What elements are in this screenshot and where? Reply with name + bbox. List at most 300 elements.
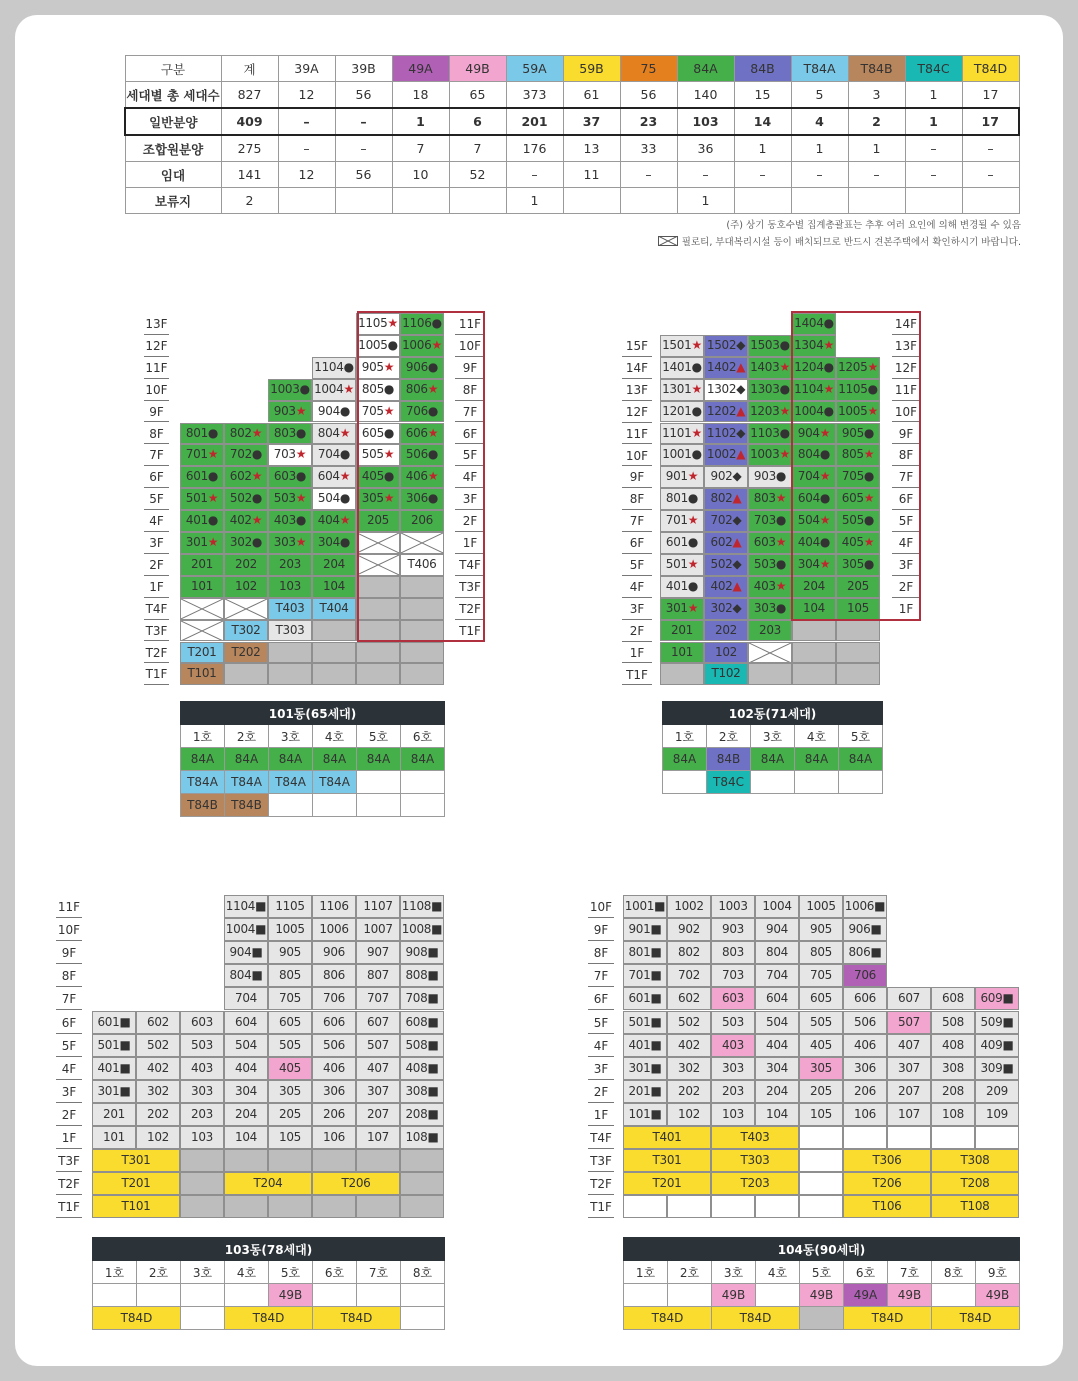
unit-cell: 501★ (180, 488, 224, 510)
unit-type-legend (623, 1237, 1020, 1330)
unit-cell: 307 (887, 1057, 931, 1080)
empty-cell (623, 1195, 667, 1218)
summary-cell: 275 (221, 135, 278, 162)
summary-cell: 176 (506, 135, 563, 162)
unit-cell: 208 (931, 1080, 975, 1103)
unit-cell: 1005★ (836, 401, 880, 423)
unit-cell: 108 (931, 1103, 975, 1126)
legend-row (93, 1307, 445, 1330)
unit-cell: 401■ (623, 1034, 667, 1057)
legend-empty-cell (401, 1284, 445, 1307)
legend-col-header: 4호 (795, 725, 839, 748)
legend-header-row (663, 725, 883, 748)
unit-cell: 1205★ (836, 357, 880, 379)
unit-cell: 204 (792, 576, 836, 598)
summary-header-cell: 59B (563, 56, 620, 82)
floor-label: T3F (144, 620, 169, 642)
unit-cell: 102 (667, 1103, 711, 1126)
unit-cell: 402 (136, 1057, 180, 1080)
unit-cell: 305● (836, 554, 880, 576)
unit-cell: T301 (92, 1149, 180, 1172)
summary-cell: 10 (392, 162, 449, 188)
floor-label: 5F (892, 510, 920, 532)
unit-cell: 802★ (224, 423, 268, 445)
empty-cell (975, 1126, 1019, 1149)
unit-cell: 1004● (792, 401, 836, 423)
unit-cell: 303● (748, 598, 792, 620)
legend-empty-cell (668, 1284, 712, 1307)
summary-row-label: 임대 (125, 162, 221, 188)
legend-empty-cell (357, 1284, 401, 1307)
summary-header-cell: T84C (905, 56, 962, 82)
unit-cell: 806■ (843, 941, 887, 964)
floor-label: 11F (622, 423, 652, 445)
unit-cell: 1105 (268, 895, 312, 918)
unit-cell: 202 (704, 620, 748, 642)
unit-cell: 302 (667, 1057, 711, 1080)
floor-label: 7F (622, 510, 652, 532)
legend-col-header: 5호 (800, 1261, 844, 1284)
unit-cell: 1006★ (400, 335, 444, 357)
empty-cell (792, 642, 836, 664)
floor-label: 1F (622, 642, 652, 664)
summary-cell: 1 (905, 108, 962, 135)
unit-cell: 103 (711, 1103, 755, 1126)
unit-cell: 801■ (623, 941, 667, 964)
unit-cell: T201 (623, 1172, 711, 1195)
unit-cell: 807 (356, 964, 400, 987)
empty-cell (887, 1126, 931, 1149)
unit-cell: 508 (931, 1011, 975, 1034)
unit-cell: 505★ (356, 444, 400, 466)
unit-cell: 404 (224, 1057, 268, 1080)
unit-cell: 202 (136, 1103, 180, 1126)
summary-cell: 7 (449, 135, 506, 162)
floor-label: 2F (56, 1103, 82, 1126)
legend-type-cell: T84B (225, 794, 269, 817)
legend-col-header: 5호 (269, 1261, 313, 1284)
unit-cell: 703★ (268, 444, 312, 466)
unit-cell: 705● (836, 466, 880, 488)
summary-row (125, 135, 1019, 162)
unit-cell: 403● (268, 510, 312, 532)
empty-cell (400, 663, 444, 685)
unit-cell: 603★ (748, 532, 792, 554)
floor-label: 14F (622, 357, 652, 379)
unit-cell: 601● (180, 466, 224, 488)
legend-col-header: 2호 (668, 1261, 712, 1284)
unit-cell: 1402▲ (704, 357, 748, 379)
unit-cell: 903★ (268, 401, 312, 423)
unit-cell: 406★ (400, 466, 444, 488)
unit-cell: T101 (92, 1195, 180, 1218)
summary-row (125, 108, 1019, 135)
unit-cell: 301■ (92, 1080, 136, 1103)
unit-cell: 407 (887, 1034, 931, 1057)
unit-cell: 1404● (792, 313, 836, 335)
unit-cell: T303 (711, 1149, 799, 1172)
unit-cell: 503● (748, 554, 792, 576)
legend-type-cell: 49B (712, 1284, 756, 1307)
unit-cell: 106 (843, 1103, 887, 1126)
unit-cell: 1104● (312, 357, 356, 379)
floor-label: 6F (892, 488, 920, 510)
unit-cell: 602★ (224, 466, 268, 488)
summary-cell: 1 (392, 108, 449, 135)
unit-cell: 606★ (400, 423, 444, 445)
floor-label: 5F (455, 444, 485, 466)
summary-cell: 4 (791, 108, 848, 135)
unit-cell: 303 (711, 1057, 755, 1080)
unit-cell: 1005 (799, 895, 843, 918)
legend-type-cell: T84A (181, 771, 225, 794)
summary-cell: 141 (221, 162, 278, 188)
summary-header-cell: 49B (449, 56, 506, 82)
empty-cell (312, 1149, 356, 1172)
legend-col-header: 3호 (712, 1261, 756, 1284)
legend-row (624, 1307, 1020, 1330)
summary-cell: 36 (677, 135, 734, 162)
unit-cell: 108■ (400, 1126, 444, 1149)
legend-col-header: 6호 (844, 1261, 888, 1284)
unit-cell: 107 (887, 1103, 931, 1126)
unit-cell: 1105★ (356, 313, 400, 335)
unit-cell: 101 (660, 642, 704, 664)
floor-label: 10F (622, 445, 652, 467)
unit-cell: T406 (400, 554, 444, 576)
pilotis-cross-icon (356, 554, 400, 576)
floor-label: T1F (144, 663, 169, 685)
floor-label: 3F (56, 1080, 82, 1103)
legend-type-cell: T84D (932, 1307, 1020, 1330)
floor-label: 4F (455, 466, 485, 488)
unit-cell: T208 (931, 1172, 1019, 1195)
unit-cell: 902 (667, 918, 711, 941)
legend-type-cell: T84D (712, 1307, 800, 1330)
summary-header-cell: 75 (620, 56, 677, 82)
empty-cell (268, 663, 312, 685)
unit-type-legend (180, 701, 445, 817)
unit-cell: 408 (931, 1034, 975, 1057)
unit-cell: 403 (711, 1034, 755, 1057)
summary-cell: 1 (905, 82, 962, 109)
unit-cell: 507 (356, 1034, 400, 1057)
unit-cell: 1203★ (748, 401, 792, 423)
unit-cell: 606 (312, 1011, 356, 1034)
floor-label: 5F (56, 1034, 82, 1057)
floor-label: T1F (455, 620, 485, 642)
summary-cell: 1 (791, 135, 848, 162)
summary-cell: 56 (620, 82, 677, 109)
unit-cell: 205 (268, 1103, 312, 1126)
legend-empty-cell (137, 1284, 181, 1307)
legend-type-cell: T84D (624, 1307, 712, 1330)
legend-type-cell: 49A (844, 1284, 888, 1307)
floor-label: 13F (892, 335, 920, 357)
unit-cell: 207 (356, 1103, 400, 1126)
summary-cell: – (278, 135, 335, 162)
legend-title: 104동(90세대) (624, 1238, 1020, 1261)
empty-cell (356, 663, 400, 685)
floor-label: T1F (622, 664, 652, 686)
legend-col-header: 5호 (839, 725, 883, 748)
summary-cell: 61 (563, 82, 620, 109)
summary-cell: 12 (278, 162, 335, 188)
unit-cell: 109 (975, 1103, 1019, 1126)
unit-cell: 403★ (748, 576, 792, 598)
floor-label: 4F (144, 510, 169, 532)
unit-cell: 404★ (312, 510, 356, 532)
unit-cell: 704 (224, 987, 268, 1010)
unit-cell: 1304★ (792, 335, 836, 357)
legend-type-cell: 84A (269, 748, 313, 771)
floor-label: 4F (588, 1034, 614, 1057)
unit-cell: 705 (799, 964, 843, 987)
unit-cell: T106 (843, 1195, 931, 1218)
empty-cell (836, 663, 880, 685)
legend-col-header: 3호 (181, 1261, 225, 1284)
legend-empty-cell (357, 794, 401, 817)
unit-cell: 405 (268, 1057, 312, 1080)
unit-cell: 104 (224, 1126, 268, 1149)
unit-cell: T306 (843, 1149, 931, 1172)
summary-cell: 52 (449, 162, 506, 188)
unit-cell: 404 (755, 1034, 799, 1057)
summary-cell (563, 188, 620, 214)
unit-cell: 1006 (312, 918, 356, 941)
unit-cell: 102 (136, 1126, 180, 1149)
empty-cell (268, 1149, 312, 1172)
unit-cell: 908■ (400, 941, 444, 964)
legend-type-cell: 84A (795, 748, 839, 771)
legend-col-header: 8호 (932, 1261, 976, 1284)
unit-cell: 504 (224, 1034, 268, 1057)
legend-col-header: 1호 (93, 1261, 137, 1284)
legend-type-cell: 84A (751, 748, 795, 771)
legend-col-header: 4호 (313, 725, 357, 748)
floor-label: T2F (56, 1172, 82, 1195)
floor-label: 11F (56, 895, 82, 918)
unit-cell: 301■ (623, 1057, 667, 1080)
unit-cell: 808■ (400, 964, 444, 987)
summary-cell: 17 (962, 82, 1019, 109)
unit-cell: 702● (224, 444, 268, 466)
summary-cell: 827 (221, 82, 278, 109)
legend-empty-cell (401, 794, 445, 817)
summary-cell: – (962, 135, 1019, 162)
unit-cell: 505 (799, 1011, 843, 1034)
summary-cell: 409 (221, 108, 278, 135)
unit-cell: 1502◆ (704, 335, 748, 357)
floor-label: 12F (144, 335, 169, 357)
summary-cell (962, 188, 1019, 214)
unit-cell: 904■ (224, 941, 268, 964)
unit-cell: 304★ (792, 554, 836, 576)
unit-cell: 1501★ (660, 335, 704, 357)
empty-cell (799, 1149, 843, 1172)
summary-cell: 18 (392, 82, 449, 109)
summary-cell: 11 (563, 162, 620, 188)
unit-cell: 302● (224, 532, 268, 554)
empty-cell (400, 1149, 444, 1172)
legend-type-cell: T84D (313, 1307, 401, 1330)
legend-type-cell: 49B (800, 1284, 844, 1307)
empty-cell (356, 642, 400, 664)
summary-cell (449, 188, 506, 214)
unit-cell: 104 (755, 1103, 799, 1126)
unit-cell: 1302◆ (704, 379, 748, 401)
empty-cell (268, 642, 312, 664)
unit-cell: 406 (312, 1057, 356, 1080)
unit-cell: 806 (312, 964, 356, 987)
unit-cell: 603 (711, 987, 755, 1010)
summary-cell: – (848, 162, 905, 188)
summary-cell: 7 (392, 135, 449, 162)
unit-cell: 401● (660, 576, 704, 598)
legend-empty-cell (751, 771, 795, 794)
unit-cell: T204 (224, 1172, 312, 1195)
unit-cell: 304 (755, 1057, 799, 1080)
empty-cell (799, 1126, 843, 1149)
unit-cell: 605 (268, 1011, 312, 1034)
unit-cell: 1008■ (400, 918, 444, 941)
unit-cell: 504★ (792, 510, 836, 532)
summary-header-cell: 39A (278, 56, 335, 82)
floor-label: 1F (455, 532, 485, 554)
empty-cell (836, 620, 880, 642)
floor-label: T2F (144, 642, 169, 664)
summary-header-cell: 49A (392, 56, 449, 82)
unit-cell: 303 (180, 1080, 224, 1103)
floor-label: 8F (455, 379, 485, 401)
unit-cell: 703 (711, 964, 755, 987)
floor-label: T1F (588, 1195, 614, 1218)
legend-type-cell: 84A (839, 748, 883, 771)
unit-cell: 104 (312, 576, 356, 598)
floor-label: 8F (144, 423, 169, 445)
summary-header-cell: T84D (962, 56, 1019, 82)
unit-cell: 206 (400, 510, 444, 532)
unit-cell: 805● (356, 379, 400, 401)
empty-cell (312, 663, 356, 685)
unit-cell: 903● (748, 466, 792, 488)
unit-type-legend (662, 701, 883, 794)
legend-header-row (624, 1261, 1020, 1284)
unit-cell: 1005● (356, 335, 400, 357)
unit-cell: 103 (180, 1126, 224, 1149)
unit-cell: 804■ (224, 964, 268, 987)
floor-label: 4F (56, 1057, 82, 1080)
unit-cell: 805★ (836, 444, 880, 466)
floor-label: 4F (892, 532, 920, 554)
legend-title-row (93, 1238, 445, 1261)
unit-cell: 202 (667, 1080, 711, 1103)
summary-cell: 2 (848, 108, 905, 135)
unit-cell: 806★ (400, 379, 444, 401)
empty-cell (836, 642, 880, 664)
unit-cell: 401● (180, 510, 224, 532)
unit-cell: 101 (92, 1126, 136, 1149)
unit-cell: 106 (312, 1126, 356, 1149)
legend-title: 102동(71세대) (663, 702, 883, 725)
legend-title-row (181, 702, 445, 725)
floor-label: 5F (622, 554, 652, 576)
legend-empty-cell (624, 1284, 668, 1307)
summary-cell: 3 (848, 82, 905, 109)
floor-label: 2F (144, 554, 169, 576)
floor-label: 9F (144, 401, 169, 423)
legend-col-header: 1호 (663, 725, 707, 748)
empty-cell (400, 1172, 444, 1195)
floor-label: T4F (144, 598, 169, 620)
unit-cell: 303★ (268, 532, 312, 554)
summary-cell: 37 (563, 108, 620, 135)
summary-cell: – (335, 108, 392, 135)
unit-cell: T401 (623, 1126, 711, 1149)
floor-label: 3F (588, 1057, 614, 1080)
unit-cell: 805 (268, 964, 312, 987)
legend-type-cell: 84A (663, 748, 707, 771)
floor-label: 3F (455, 488, 485, 510)
unit-cell: 904● (312, 401, 356, 423)
floor-label: 10F (588, 895, 614, 918)
unit-cell: T202 (224, 642, 268, 664)
unit-cell: 203 (180, 1103, 224, 1126)
unit-cell: 905 (268, 941, 312, 964)
unit-cell: 601● (660, 532, 704, 554)
floor-label: 6F (144, 466, 169, 488)
unit-cell: 604★ (312, 466, 356, 488)
unit-cell: 701■ (623, 964, 667, 987)
legend-type-cell: 84A (401, 748, 445, 771)
legend-type-cell: 49B (269, 1284, 313, 1307)
unit-cell: 801● (660, 488, 704, 510)
floor-label: T3F (455, 576, 485, 598)
unit-cell: 804★ (312, 423, 356, 445)
floor-label: 12F (892, 357, 920, 379)
unit-cell: 405● (356, 466, 400, 488)
unit-cell: 206 (843, 1080, 887, 1103)
legend-type-cell: 84A (181, 748, 225, 771)
unit-cell: 606 (843, 987, 887, 1010)
floor-label: T4F (455, 554, 485, 576)
unit-cell: 608 (931, 987, 975, 1010)
unit-cell: 609■ (975, 987, 1019, 1010)
unit-cell: 1108■ (400, 895, 444, 918)
summary-cell: – (278, 108, 335, 135)
unit-cell: 101 (180, 576, 224, 598)
pilotis-note-text: 필로티, 부대복리시설 등이 배치되므로 반드시 견본주택에서 확인하시기 바랍니다. (681, 237, 1021, 248)
legend-col-header: 6호 (401, 725, 445, 748)
empty-cell (660, 663, 704, 685)
empty-cell (224, 663, 268, 685)
legend-type-cell: 49B (888, 1284, 932, 1307)
summary-cell: 1 (506, 188, 563, 214)
summary-cell: – (905, 162, 962, 188)
floor-label: 6F (56, 1011, 82, 1034)
unit-cell: 205 (836, 576, 880, 598)
empty-cell (312, 620, 356, 642)
summary-cell: 56 (335, 82, 392, 109)
legend-empty-cell (225, 1284, 269, 1307)
unit-cell: 305 (268, 1080, 312, 1103)
summary-cell: 1 (734, 135, 791, 162)
unit-cell: 1401● (660, 357, 704, 379)
legend-empty-cell (93, 1284, 137, 1307)
floor-label: 6F (622, 532, 652, 554)
empty-cell (356, 598, 400, 620)
floor-label: 10F (144, 379, 169, 401)
